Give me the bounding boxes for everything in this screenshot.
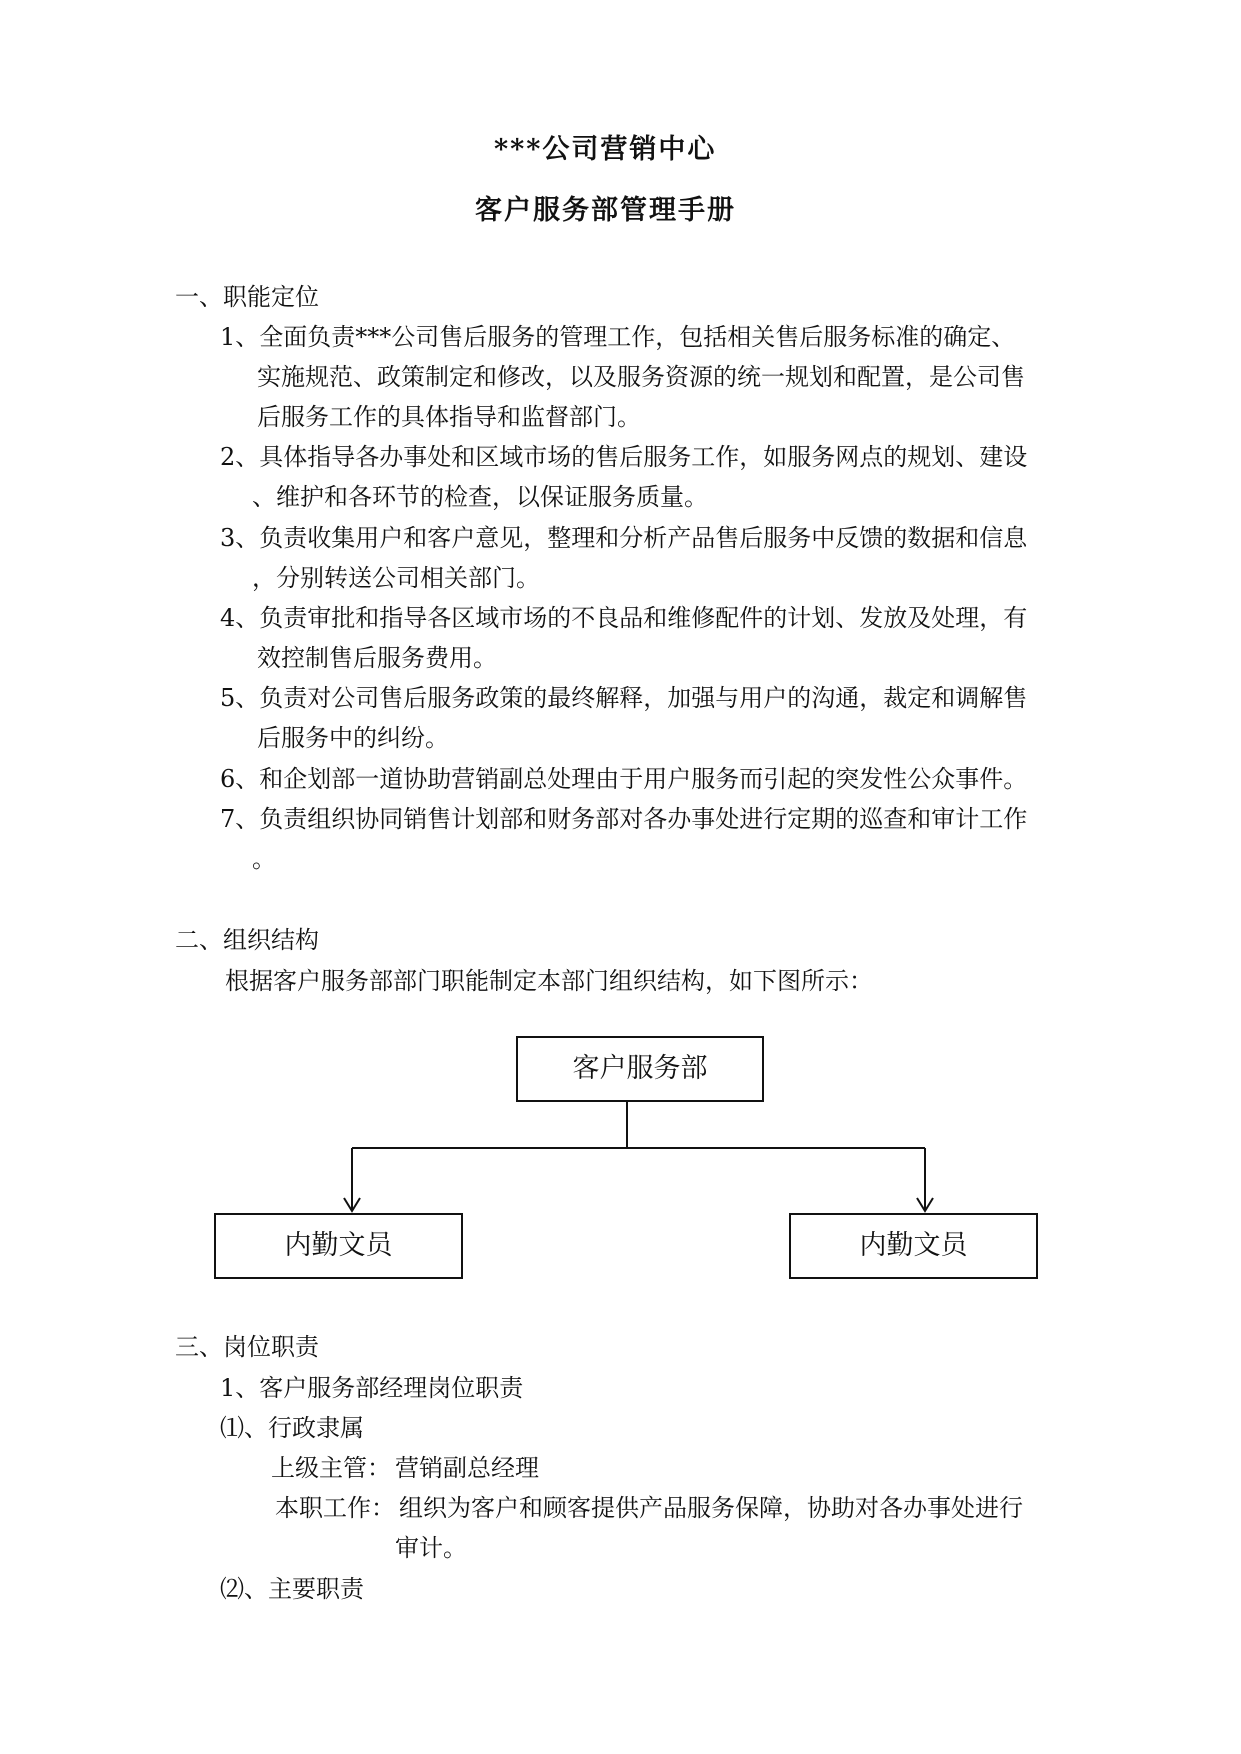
list-item-line: 3、负责收集用户和客户意见，整理和分析产品售后服务中反馈的数据和信息 xyxy=(220,524,1028,552)
subheading-main-duties: ⑵、主要职责 xyxy=(220,1575,364,1603)
list-item-line: 实施规范、政策制定和修改，以及服务资源的统一规划和配置，是公司售 xyxy=(257,363,1025,391)
document-title-line1: ***公司营销中心 xyxy=(494,134,717,165)
list-item-line: 6、和企划部一道协助营销副总处理由于用户服务而引起的突发性公众事件。 xyxy=(220,765,1028,793)
duty-value-line2: 审计。 xyxy=(395,1534,467,1562)
list-item-line: 、维护和各环节的检查，以保证服务质量。 xyxy=(252,483,708,511)
supervisor-label: 上级主管： xyxy=(271,1454,391,1482)
list-item-line: 后服务工作的具体指导和监督部门。 xyxy=(257,403,641,431)
document-title-line2: 客户服务部管理手册 xyxy=(475,195,736,226)
list-item-line: 7、负责组织协同销售计划部和财务部对各办事处进行定期的巡查和审计工作 xyxy=(220,805,1028,833)
supervisor-value: 营销副总经理 xyxy=(395,1454,539,1482)
list-item-line: 效控制售后服务费用。 xyxy=(257,644,497,672)
org-structure-intro: 根据客户服务部部门职能制定本部门组织结构，如下图所示： xyxy=(225,967,873,995)
org-chart-child-node xyxy=(214,1213,463,1279)
duty-value-line1: 组织为客户和顾客提供产品服务保障，协助对各办事处进行 xyxy=(399,1494,1023,1522)
org-chart-root-label: 客户服务部 xyxy=(572,1053,708,1084)
org-chart-child-label: 内勤文员 xyxy=(284,1230,393,1261)
list-item-line: 5、负责对公司售后服务政策的最终解释，加强与用户的沟通，裁定和调解售 xyxy=(220,684,1028,712)
org-chart-root-node xyxy=(516,1036,764,1102)
section-heading-org-structure: 二、组织结构 xyxy=(175,926,319,954)
list-item-line: 4、负责审批和指导各区域市场的不良品和维修配件的计划、发放及处理，有 xyxy=(220,604,1028,632)
section-heading-responsibilities: 一、职能定位 xyxy=(175,283,319,311)
list-item-line: 2、具体指导各办事处和区域市场的售后服务工作，如服务网点的规划、建设 xyxy=(220,443,1028,471)
subheading-manager-duties: 1、客户服务部经理岗位职责 xyxy=(220,1374,524,1402)
duty-label: 本职工作： xyxy=(275,1494,395,1522)
list-item-line: ，分别转送公司相关部门。 xyxy=(252,564,540,592)
list-item-line: 后服务中的纠纷。 xyxy=(257,724,449,752)
org-chart-child-node xyxy=(789,1213,1038,1279)
org-chart-child-label: 内勤文员 xyxy=(859,1230,968,1261)
section-heading-job-duties: 三、岗位职责 xyxy=(175,1333,319,1361)
list-item-line: 。 xyxy=(252,845,276,873)
list-item-line: 1、全面负责***公司售后服务的管理工作，包括相关售后服务标准的确定、 xyxy=(220,323,1016,351)
subheading-administrative-affiliation: ⑴、行政隶属 xyxy=(220,1414,364,1442)
